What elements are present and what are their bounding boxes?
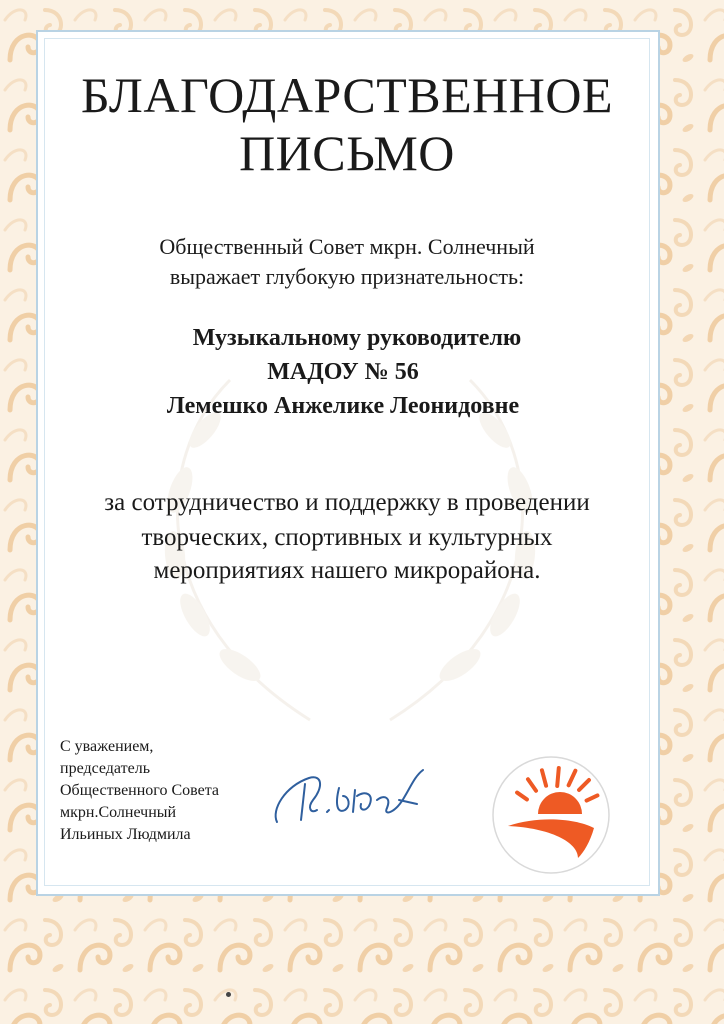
closing-phrase: С уважением, [60,738,154,755]
recipient-organization: МАДОУ № 56 [267,359,419,385]
intro-line-2: выражает глубокую признательность: [169,264,525,289]
reason-line-3: мероприятиях нашего микрорайона. [153,557,541,584]
signer-title: председатель [60,760,150,777]
reason-line-1: за сотрудничество и поддержку в проведении [104,489,590,516]
signature-block [60,736,219,846]
document-title-line-1: БЛАГОДАРСТВЕННОЕ [80,67,614,123]
scan-speck [226,992,231,997]
recipient-position: Музыкальному руководителю [192,325,522,351]
intro-line-1: Общественный Совет мкрн. Солнечный [159,234,535,259]
signer-name: Ильиных Людмила [60,826,191,843]
document-title-line-2: ПИСЬМО [239,125,455,181]
reason-line-2: творческих, спортивных и культурных [141,524,553,551]
handwritten-signature [265,760,435,830]
recipient-name: Лемешко Анжелике Леонидовне [166,393,520,419]
signer-council: Общественного Совета [60,782,219,799]
signer-district: мкрн.Солнечный [60,804,177,821]
rising-sun-icon [490,754,612,876]
